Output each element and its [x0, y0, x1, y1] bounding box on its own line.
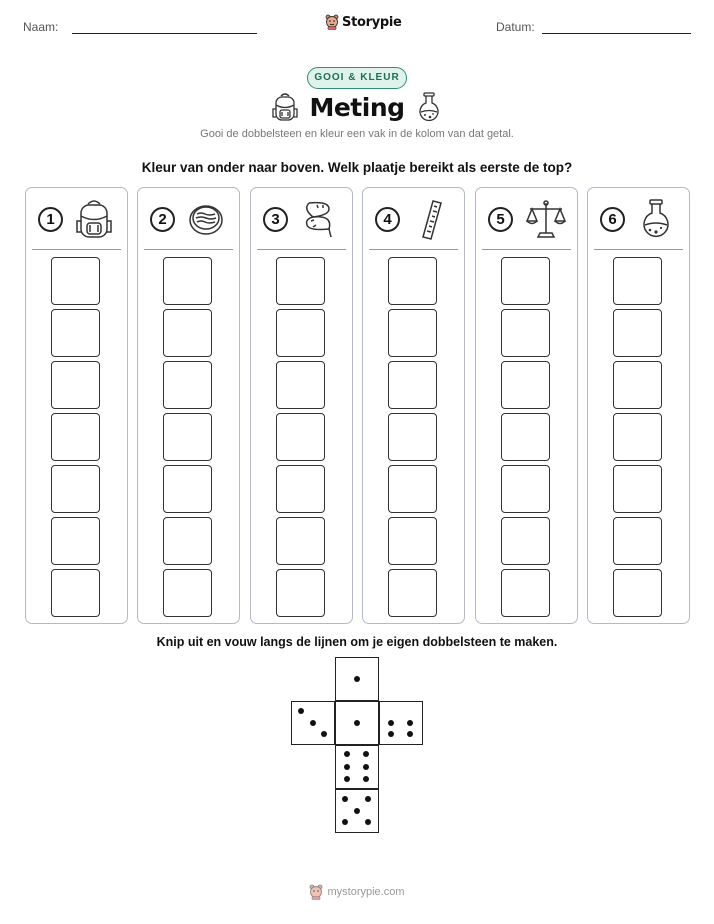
- color-cell[interactable]: [388, 361, 437, 409]
- color-cell[interactable]: [388, 569, 437, 617]
- die-pip: [407, 731, 413, 737]
- color-cell[interactable]: [276, 361, 325, 409]
- die-pip: [363, 776, 369, 782]
- storypie-mascot-icon: [325, 14, 339, 30]
- color-cell[interactable]: [613, 361, 662, 409]
- footer: [0, 884, 714, 900]
- column-divider: [369, 249, 458, 250]
- color-cell[interactable]: [388, 413, 437, 461]
- color-cell[interactable]: [501, 257, 550, 305]
- color-cell[interactable]: [51, 361, 100, 409]
- column-2: [137, 187, 240, 624]
- color-cell[interactable]: [51, 309, 100, 357]
- instruction: Kleur van onder naar boven. Welk plaatje bereikt als eerste de top?: [141, 160, 573, 175]
- activity-badge: GOOI & KLEUR: [307, 67, 407, 89]
- color-cell[interactable]: [276, 257, 325, 305]
- color-cell[interactable]: [276, 569, 325, 617]
- date-label: Datum:: [496, 20, 535, 34]
- die-pip: [342, 819, 348, 825]
- color-cell[interactable]: [51, 257, 100, 305]
- die-pip: [344, 751, 350, 757]
- column-number: 6: [600, 207, 625, 232]
- column-number: 3: [263, 207, 288, 232]
- brand-name: Storypie: [342, 14, 402, 30]
- color-cell[interactable]: [613, 465, 662, 513]
- color-cell[interactable]: [501, 517, 550, 565]
- die-pip: [363, 751, 369, 757]
- column-divider: [32, 249, 121, 250]
- column-6: [587, 187, 690, 624]
- color-cell[interactable]: [276, 517, 325, 565]
- color-cell[interactable]: [501, 309, 550, 357]
- die-face-5: [335, 789, 379, 833]
- column-4: [362, 187, 465, 624]
- die-pip: [354, 676, 360, 682]
- die-pip: [407, 720, 413, 726]
- color-cell[interactable]: [501, 569, 550, 617]
- color-cell[interactable]: [51, 569, 100, 617]
- column-number: 5: [488, 207, 513, 232]
- color-cell[interactable]: [613, 257, 662, 305]
- color-cell[interactable]: [501, 413, 550, 461]
- date-line[interactable]: [542, 33, 691, 34]
- name-line[interactable]: [72, 33, 257, 34]
- measuring-tape-icon: [299, 197, 339, 246]
- color-cell[interactable]: [276, 413, 325, 461]
- footer-url[interactable]: mystorypie.com: [327, 886, 405, 898]
- die-instruction: Knip uit en vouw langs de lijnen om je eigen dobbelsteen te maken.: [156, 635, 558, 649]
- die-pip: [354, 720, 360, 726]
- die-pip: [365, 796, 371, 802]
- storypie-mascot-icon: [309, 884, 323, 900]
- column-number: 2: [150, 207, 175, 232]
- color-cell[interactable]: [388, 257, 437, 305]
- color-cell[interactable]: [276, 465, 325, 513]
- column-divider: [144, 249, 233, 250]
- color-cell[interactable]: [51, 413, 100, 461]
- brand-logo: [325, 14, 402, 30]
- color-cell[interactable]: [163, 413, 212, 461]
- die-pip: [365, 819, 371, 825]
- scale-icon: [524, 197, 568, 246]
- coin-icon: [186, 197, 226, 246]
- column-divider: [257, 249, 346, 250]
- die-pip: [344, 776, 350, 782]
- ruler-icon: [411, 197, 451, 246]
- color-cell[interactable]: [276, 309, 325, 357]
- die-face-6: [335, 745, 379, 789]
- die-pip: [363, 764, 369, 770]
- die-face-1: [335, 657, 379, 701]
- color-cell[interactable]: [388, 465, 437, 513]
- die-pip: [354, 808, 360, 814]
- color-cell[interactable]: [163, 257, 212, 305]
- die-pip: [388, 731, 394, 737]
- color-cell[interactable]: [613, 569, 662, 617]
- die-face-4: [379, 701, 423, 745]
- flask-icon: [636, 197, 676, 246]
- column-divider: [482, 249, 571, 250]
- column-5: [475, 187, 578, 624]
- column-number: 4: [375, 207, 400, 232]
- name-label: Naam:: [23, 20, 59, 34]
- die-pip: [342, 796, 348, 802]
- color-cell[interactable]: [163, 465, 212, 513]
- color-cell[interactable]: [613, 413, 662, 461]
- color-cell[interactable]: [51, 465, 100, 513]
- die-pip: [321, 731, 327, 737]
- color-cell[interactable]: [163, 517, 212, 565]
- column-number: 1: [38, 207, 63, 232]
- die-face-3: [291, 701, 335, 745]
- column-1: [25, 187, 128, 624]
- color-cell[interactable]: [501, 361, 550, 409]
- color-cell[interactable]: [613, 517, 662, 565]
- die-pip: [344, 764, 350, 770]
- color-cell[interactable]: [163, 309, 212, 357]
- die-pip: [388, 720, 394, 726]
- color-cell[interactable]: [388, 309, 437, 357]
- subtitle: Gooi de dobbelsteen en kleur een vak in de kolom van dat getal.: [200, 128, 514, 140]
- color-cell[interactable]: [613, 309, 662, 357]
- die-face-1: [335, 701, 379, 745]
- page-title: Meting: [309, 93, 405, 122]
- column-3: [250, 187, 353, 624]
- color-cell[interactable]: [501, 465, 550, 513]
- die-pip: [310, 720, 316, 726]
- color-cell[interactable]: [163, 361, 212, 409]
- color-cell[interactable]: [163, 569, 212, 617]
- column-divider: [594, 249, 683, 250]
- die-pip: [298, 708, 304, 714]
- flask-icon: [416, 91, 442, 123]
- color-cell[interactable]: [388, 517, 437, 565]
- color-cell[interactable]: [51, 517, 100, 565]
- backpack-icon: [74, 197, 114, 246]
